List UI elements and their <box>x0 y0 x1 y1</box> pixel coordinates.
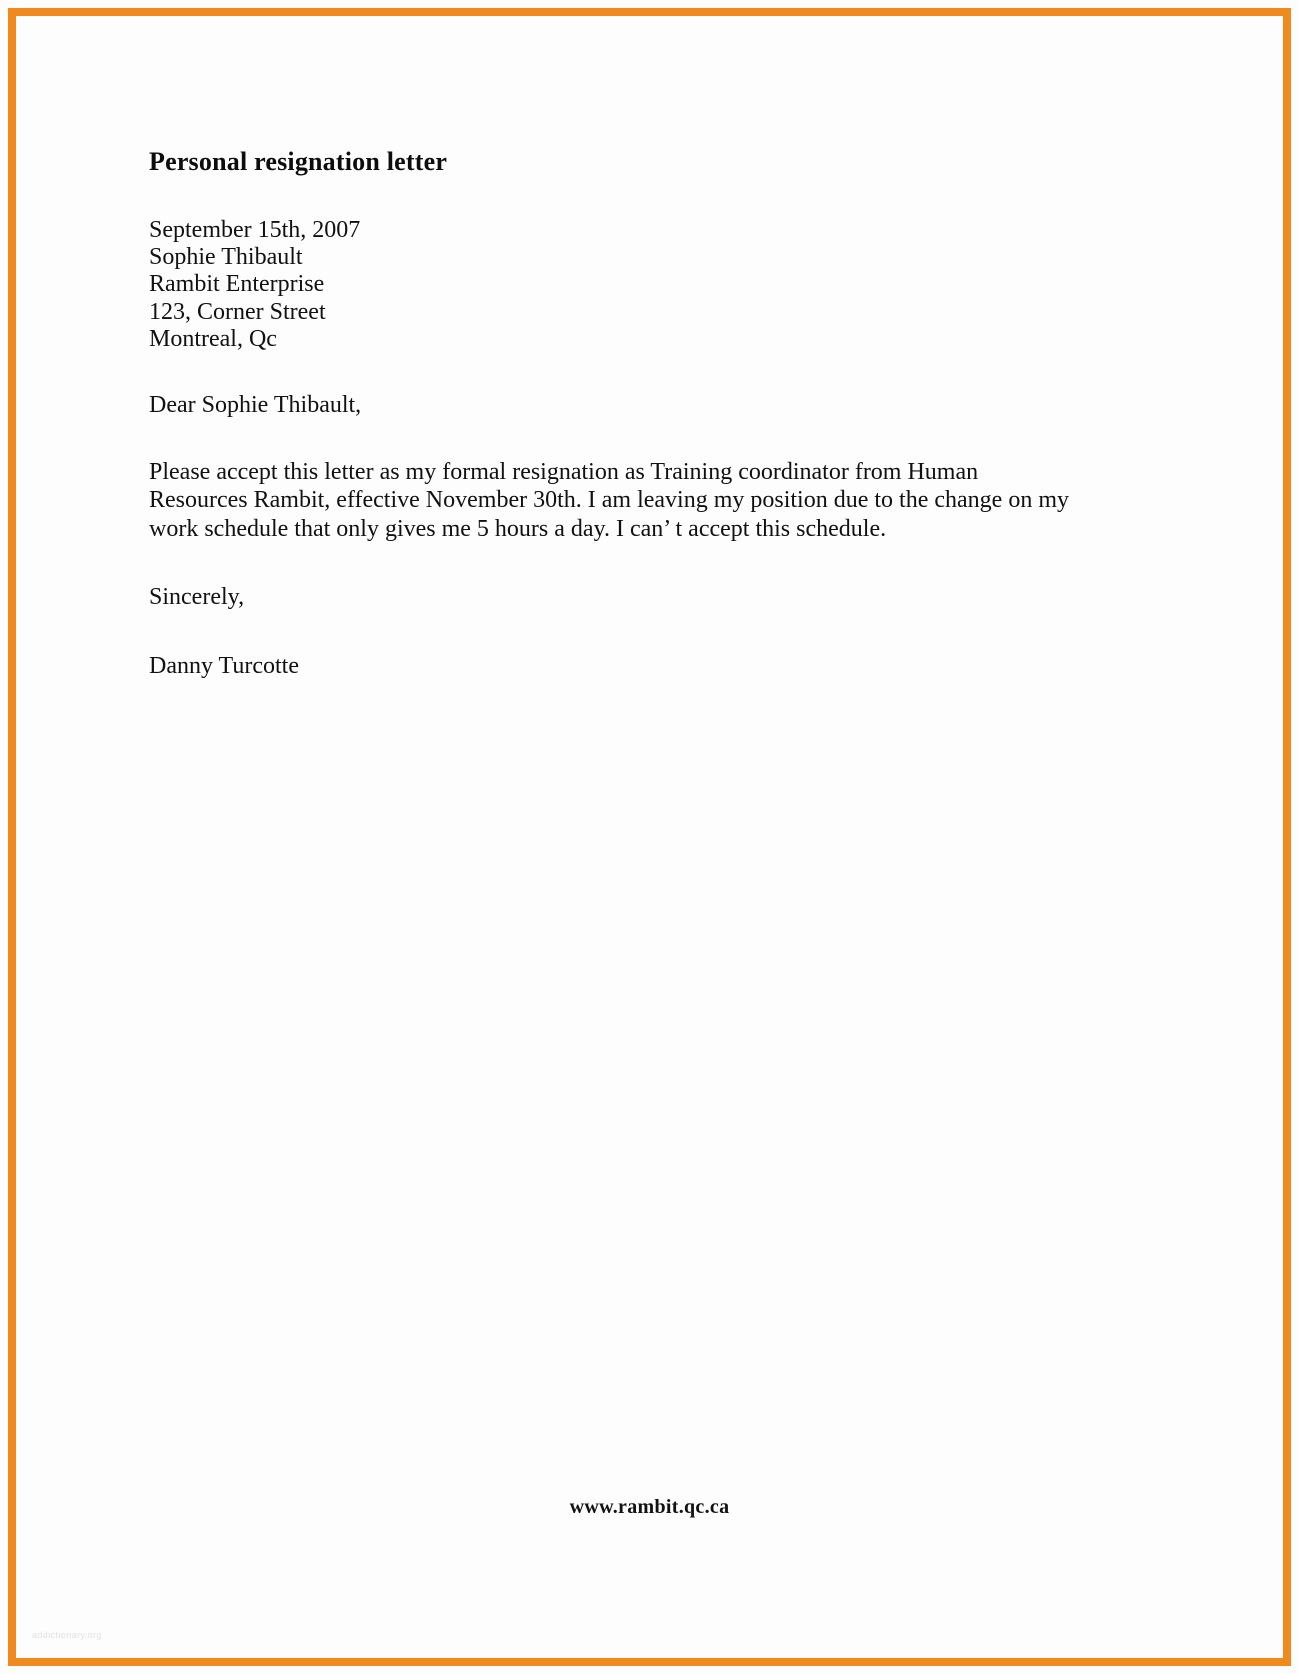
address-line-date: September 15th, 2007 <box>149 216 361 243</box>
body-paragraph: Please accept this letter as my formal resignation as Training coordinator from Human Resources Rambit, effective November 30th. I am leaving my position due to the change on my work schedule that only gives me 5 hours a day. I can’ t accept this schedule. <box>149 459 1069 542</box>
closing-line: Sincerely, <box>149 584 245 611</box>
address-block <box>149 217 1079 354</box>
address-line-street: 123, Corner Street <box>149 298 326 325</box>
watermark-text: addictionary.org <box>32 1630 102 1640</box>
address-line-company: Rambit Enterprise <box>149 271 325 298</box>
letter-sheet <box>16 16 1283 1658</box>
salutation: Dear Sophie Thibault, <box>149 392 362 419</box>
address-line-name: Sophie Thibault <box>149 243 303 270</box>
address-line-city: Montreal, Qc <box>149 325 277 352</box>
letter-content <box>149 146 1079 681</box>
footer-website-url: www.rambit.qc.ca <box>569 1496 730 1518</box>
page-title: Personal resignation letter <box>149 147 448 176</box>
signature-name: Danny Turcotte <box>149 652 299 679</box>
